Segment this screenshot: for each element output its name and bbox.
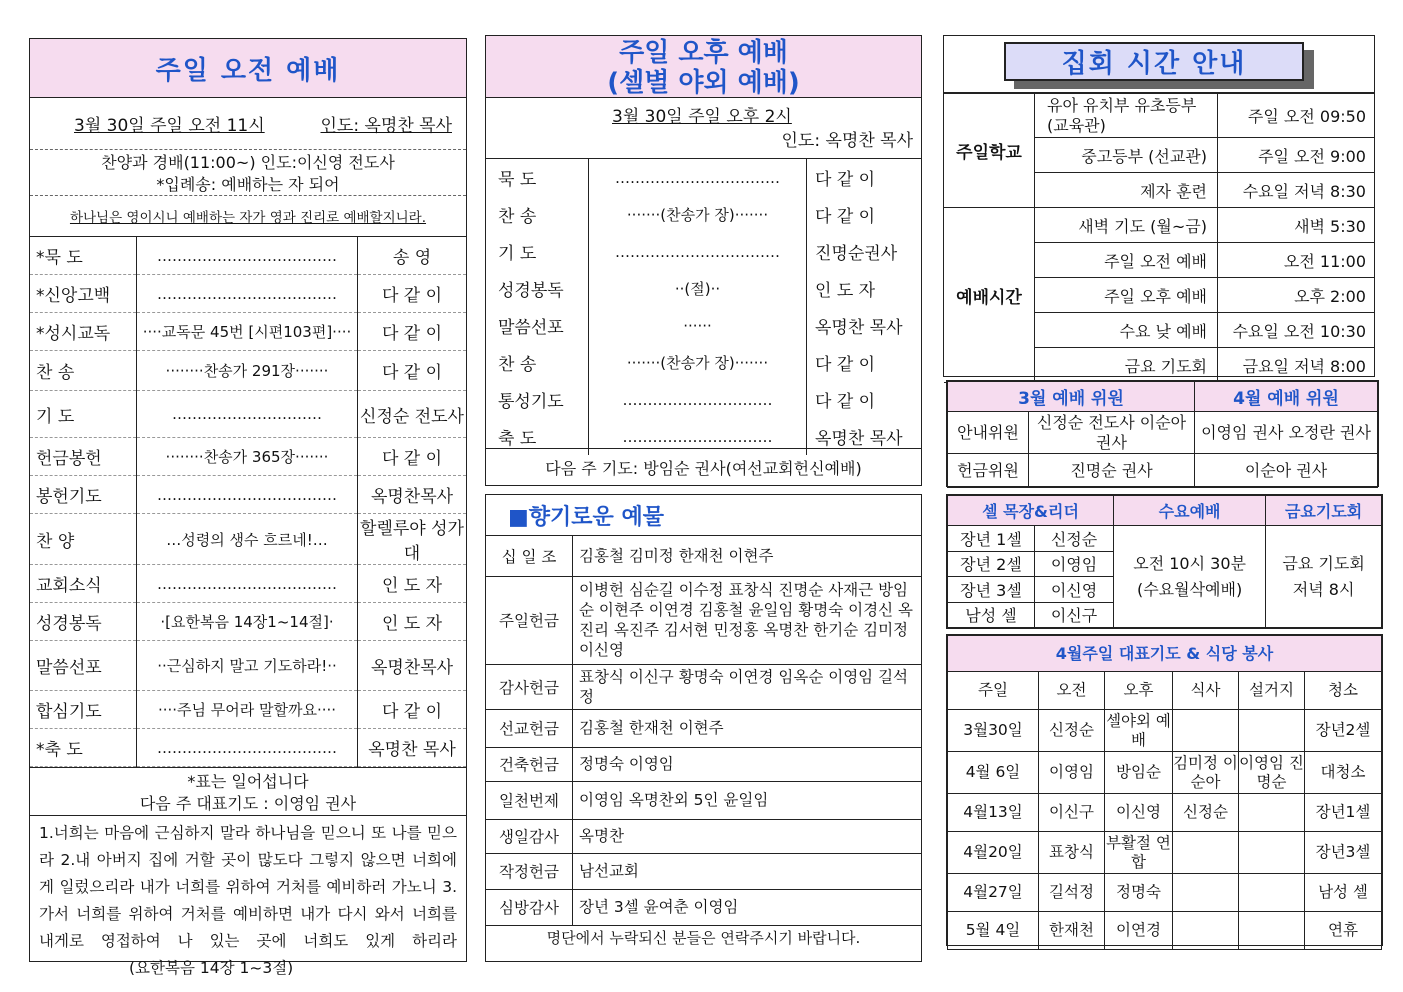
schedule-name: 유아 유치부 유초등부 (교육관) <box>1035 94 1218 138</box>
scripture-passage <box>30 816 466 986</box>
order-detail: ………………………… <box>589 418 807 455</box>
prayer-row <box>948 832 1382 874</box>
order-name: *신앙고백 <box>30 275 137 313</box>
schedule-time: 새벽 5:30 <box>1218 208 1375 243</box>
committee-march-header: 3월 예배 위원 <box>948 382 1195 412</box>
offering-names: 이영임 옥명찬외 5인 윤일임 <box>573 781 922 819</box>
prayer-cell: 한재천 <box>1039 912 1105 950</box>
prayer-cell: 3월30일 <box>948 710 1039 752</box>
cell-leader: 신정순 <box>1035 526 1114 552</box>
order-row <box>30 313 466 351</box>
prayer-row <box>948 794 1382 832</box>
prayer-header: 주일 <box>948 672 1039 710</box>
prayer-cell: 이연경 <box>1105 912 1173 950</box>
order-leader: 다 같 이 <box>358 691 467 729</box>
morning-order-table <box>30 237 466 767</box>
schedule-name: 제자 훈련 <box>1035 173 1218 208</box>
order-detail: ……………………………… <box>137 476 358 514</box>
friday-header: 금요기도회 <box>1266 496 1382 526</box>
prayer-cell: 이신구 <box>1039 794 1105 832</box>
prayer-cell: 대청소 <box>1305 752 1382 794</box>
schedule-panel <box>943 35 1375 377</box>
order-name: 교회소식 <box>30 565 137 603</box>
offering-row <box>486 889 921 925</box>
morning-praise-block <box>30 150 466 196</box>
order-name: 찬 양 <box>30 514 137 565</box>
prayer-cell: 신정순 <box>1039 710 1105 752</box>
prayer-cell <box>1239 794 1305 832</box>
cell-leader: 이영임 <box>1035 551 1114 577</box>
offering-names: 이병헌 심순길 이수정 표창식 진명순 사재근 방임순 이현주 이연경 김홍철 윤일임 황명숙 이경신 옥진리 옥진주 김서현 민정홍 옥명찬 한기순 김미정 이신영 <box>573 576 922 664</box>
morning-verse-text: 하나님은 영이시니 예배하는 자가 영과 진리로 예배할지니라. <box>69 210 427 226</box>
offering-row <box>486 853 921 889</box>
prayer-cell: 4월13일 <box>948 794 1039 832</box>
order-name: 합심기도 <box>30 691 137 729</box>
offering-row <box>486 819 921 853</box>
order-name: 찬 송 <box>498 207 537 227</box>
afternoon-dateline <box>486 98 921 159</box>
order-detail: ·[요한복음 14장1~14절]· <box>137 603 358 641</box>
cell-header: 셀 목장&리더 <box>948 496 1114 526</box>
prayer-cell: 신정순 <box>1173 794 1239 832</box>
committee-march: 신정순 전도사 이순아 권사 <box>1029 412 1195 454</box>
prayer-row <box>948 874 1382 912</box>
committee-april-header: 4월 예배 위원 <box>1195 382 1378 412</box>
schedule-name: 금요 기도회 <box>1035 348 1218 383</box>
cell-name: 장년 3셀 <box>948 577 1035 603</box>
order-name: *성시교독 <box>30 313 137 351</box>
schedule-name: 주일 오전 예배 <box>1035 243 1218 278</box>
prayer-cell: 정명숙 <box>1105 874 1173 912</box>
prayer-cell <box>1239 874 1305 912</box>
schedule-time: 오전 11:00 <box>1218 243 1375 278</box>
order-leader: 옥명찬 목사 <box>358 729 467 767</box>
stand-note: *표는 일어섭니다 <box>187 772 309 791</box>
order-leader: 송 영 <box>358 237 467 275</box>
order-detail: …성령의 생수 흐르네!… <box>137 514 358 565</box>
order-detail: ··(절)·· <box>589 270 807 307</box>
order-leader: 신정순 전도사 <box>358 391 467 438</box>
prayer-duty-panel <box>946 634 1383 946</box>
morning-entrance-song: *입례송: 예배하는 자 되어 <box>156 175 340 194</box>
order-row <box>486 196 921 233</box>
order-leader: 다 같 이 <box>358 351 467 391</box>
schedule-name: 새벽 기도 (월~금) <box>1035 208 1218 243</box>
offering-type: 일천번제 <box>486 781 573 819</box>
committee-row <box>948 454 1378 488</box>
order-row <box>30 476 466 514</box>
order-detail: ……………………………… <box>137 237 358 275</box>
cell-panel <box>946 494 1383 629</box>
order-name: 성경봉독 <box>498 281 564 301</box>
prayer-cell: 이신영 <box>1105 794 1173 832</box>
schedule-name: 중고등부 (선교관) <box>1035 138 1218 173</box>
order-row <box>486 233 921 270</box>
friday-info: 금요 기도회 저녁 8시 <box>1266 526 1382 628</box>
prayer-cell: 방임순 <box>1105 752 1173 794</box>
order-row <box>30 391 466 438</box>
order-detail: ………………………… <box>137 391 358 438</box>
wednesday-header: 수요예배 <box>1114 496 1266 526</box>
afternoon-title-line2: (셀별 야외 예배) <box>607 68 800 98</box>
prayer-cell <box>1173 832 1239 874</box>
morning-leader: 인도: 옥명찬 목사 <box>320 116 452 136</box>
morning-verse <box>30 196 466 237</box>
offering-row <box>486 781 921 819</box>
cell-table <box>947 495 1382 628</box>
offering-type: 생일감사 <box>486 819 573 853</box>
offering-table <box>486 536 921 926</box>
order-name: 기 도 <box>498 244 537 264</box>
schedule-row <box>944 208 1374 243</box>
order-leader: 진명순권사 <box>815 244 898 264</box>
order-name: 묵 도 <box>498 170 537 190</box>
prayer-cell <box>1239 832 1305 874</box>
prayer-cell: 4월 6일 <box>948 752 1039 794</box>
order-leader: 다 같 이 <box>815 355 876 375</box>
prayer-cell: 셀야외 예배 <box>1105 710 1173 752</box>
order-row <box>30 237 466 275</box>
offering-row <box>486 709 921 747</box>
offering-names: 표창식 이신구 황명숙 이연경 임옥순 이영임 길석정 <box>573 664 922 709</box>
offering-names: 정명숙 이영임 <box>573 747 922 781</box>
prayer-cell: 길석정 <box>1039 874 1105 912</box>
offering-names: 남선교회 <box>573 853 922 889</box>
order-detail: ……………………………… <box>137 275 358 313</box>
prayer-cell: 4월27일 <box>948 874 1039 912</box>
committee-april: 이순아 권사 <box>1195 454 1378 488</box>
morning-worship-panel <box>29 38 467 977</box>
order-leader: 인 도 자 <box>358 603 467 641</box>
offering-names: 장년 3셀 윤여춘 이영임 <box>573 889 922 925</box>
prayer-cell: 부활절 연합 <box>1105 832 1173 874</box>
committee-role: 안내위원 <box>948 412 1029 454</box>
order-name: 찬 송 <box>498 355 537 375</box>
committee-panel <box>946 380 1379 487</box>
prayer-cell: 4월20일 <box>948 832 1039 874</box>
prayer-cell <box>1173 710 1239 752</box>
offering-note: 명단에서 누락되신 분들은 연락주시기 바랍니다. <box>546 928 861 947</box>
schedule-time: 수요일 오전 10:30 <box>1218 313 1375 348</box>
order-leader: 다 같 이 <box>815 170 876 190</box>
order-name: 기 도 <box>30 391 137 438</box>
cell-name: 장년 1셀 <box>948 526 1035 552</box>
order-leader: 옥명찬목사 <box>358 641 467 691</box>
prayer-title-row <box>948 636 1382 672</box>
order-name: *축 도 <box>30 729 137 767</box>
offering-title: ■향기로운 예물 <box>486 495 921 536</box>
scripture-reference: (요한복음 14장 1~3절) <box>129 959 294 977</box>
sunday-school-label: 주일학교 <box>944 94 1035 208</box>
order-name: 말씀선포 <box>30 641 137 691</box>
morning-dateline <box>30 98 466 150</box>
prayer-cell: 남성 셀 <box>1305 874 1382 912</box>
prayer-duty-table <box>947 635 1382 950</box>
worship-time-label: 예배시간 <box>944 208 1035 383</box>
order-row <box>30 691 466 729</box>
offering-type: 건축헌금 <box>486 747 573 781</box>
order-detail: ………………………… <box>589 381 807 418</box>
afternoon-leader: 인도: 옥명찬 목사 <box>781 131 913 151</box>
order-detail: …………………………… <box>589 233 807 270</box>
order-detail: ……………………………… <box>137 729 358 767</box>
committee-april: 이영임 권사 오정란 권사 <box>1195 412 1378 454</box>
prayer-cell: 장년2셀 <box>1305 710 1382 752</box>
morning-title: 주일 오전 예배 <box>30 39 466 98</box>
order-name: 헌금봉헌 <box>30 438 137 476</box>
order-name: 성경봉독 <box>30 603 137 641</box>
offering-row <box>486 747 921 781</box>
order-row <box>30 641 466 691</box>
offering-type: 심방감사 <box>486 889 573 925</box>
order-name: 봉헌기도 <box>30 476 137 514</box>
order-name: 말씀선포 <box>498 318 564 338</box>
committee-role: 헌금위원 <box>948 454 1029 488</box>
prayer-header: 식사 <box>1173 672 1239 710</box>
order-leader: 다 같 이 <box>358 313 467 351</box>
prayer-header: 오후 <box>1105 672 1173 710</box>
schedule-name: 수요 낮 예배 <box>1035 313 1218 348</box>
order-name: *묵 도 <box>30 237 137 275</box>
order-detail: ··근심하지 말고 기도하라!·· <box>137 641 358 691</box>
cell-leader: 이신영 <box>1035 577 1114 603</box>
order-row <box>486 381 921 418</box>
schedule-row <box>944 94 1374 138</box>
order-detail: ·······(찬송가 장)······· <box>589 196 807 233</box>
order-row <box>486 270 921 307</box>
prayer-row <box>948 912 1382 950</box>
prayer-cell <box>1239 710 1305 752</box>
order-row <box>30 603 466 641</box>
order-leader: 할렐루야 성가대 <box>358 514 467 565</box>
order-name: 축 도 <box>498 429 537 449</box>
scripture-text: 1.너희는 마음에 근심하지 말라 하나님을 믿으니 또 나를 믿으라 2.내 아버지 집에 거할 곳이 많도다 그렇지 않으면 너희에게 일렀으리라 내가 너희를 위하여 거처를 예비하러 가노니 3.가서 너희를 위하여 거처를 예비하면 내가 다시 와서 너희를 내게로 영접하여 나 있는 곳에 너희도 있게 하리라 <box>39 824 457 950</box>
committee-row <box>948 412 1378 454</box>
order-detail: ····주님 무어라 말할까요···· <box>137 691 358 729</box>
morning-footer <box>30 767 466 816</box>
order-name: 찬 송 <box>30 351 137 391</box>
prayer-header: 청소 <box>1305 672 1382 710</box>
order-detail: ····교독문 45번 [시편103편]···· <box>137 313 358 351</box>
order-leader: 다 같 이 <box>815 392 876 412</box>
prayer-header: 설거지 <box>1239 672 1305 710</box>
order-detail: ·······(찬송가 장)······· <box>589 344 807 381</box>
prayer-cell: 김미정 이순아 <box>1173 752 1239 794</box>
schedule-time: 수요일 저녁 8:30 <box>1218 173 1375 208</box>
offering-type: 작정헌금 <box>486 853 573 889</box>
committee-march: 진명순 권사 <box>1029 454 1195 488</box>
afternoon-worship-panel <box>485 35 922 486</box>
order-row <box>30 438 466 476</box>
order-detail: ········찬송가 291장······· <box>137 351 358 391</box>
order-row <box>486 159 921 196</box>
order-leader: 옥명찬목사 <box>358 476 467 514</box>
offering-row <box>486 536 921 576</box>
offering-names: 김홍철 김미정 한재천 이현주 <box>573 536 922 576</box>
order-leader: 다 같 이 <box>358 275 467 313</box>
wednesday-info: 오전 10시 30분 (수요월삭예배) <box>1114 526 1266 628</box>
afternoon-order-table <box>486 159 921 455</box>
offering-row <box>486 664 921 709</box>
afternoon-title <box>486 36 921 98</box>
cell-name: 장년 2셀 <box>948 551 1035 577</box>
prayer-cell: 장년1셀 <box>1305 794 1382 832</box>
prayer-cell: 표창식 <box>1039 832 1105 874</box>
prayer-cell: 5월 4일 <box>948 912 1039 950</box>
cell-row <box>948 526 1382 552</box>
offering-names: 옥명찬 <box>573 819 922 853</box>
offering-row <box>486 576 921 664</box>
prayer-title: 4월주일 대표기도 & 식당 봉사 <box>948 636 1382 672</box>
cell-leader: 이신구 <box>1035 602 1114 628</box>
order-row <box>30 351 466 391</box>
schedule-header <box>944 36 1374 93</box>
prayer-cell <box>1173 912 1239 950</box>
prayer-cell: 장년3셀 <box>1305 832 1382 874</box>
order-row <box>30 514 466 565</box>
order-leader: 다 같 이 <box>815 207 876 227</box>
offering-type: 주일헌금 <box>486 576 573 664</box>
schedule-time: 주일 오전 09:50 <box>1218 94 1375 138</box>
prayer-row <box>948 752 1382 794</box>
order-row <box>30 565 466 603</box>
order-detail: ······ <box>589 307 807 344</box>
cell-header-row <box>948 496 1382 526</box>
order-detail: …………………………… <box>589 159 807 196</box>
prayer-cell <box>1173 874 1239 912</box>
afternoon-next-prayer: 다음 주 기도: 방임순 권사(여선교회헌신예배) <box>486 448 921 485</box>
prayer-cell: 연휴 <box>1305 912 1382 950</box>
offering-type: 선교헌금 <box>486 709 573 747</box>
prayer-cell <box>1239 912 1305 950</box>
offering-type: 감사헌금 <box>486 664 573 709</box>
order-leader: 인 도 자 <box>815 281 876 301</box>
morning-date: 3월 30일 주일 오전 11시 <box>74 116 265 136</box>
order-name: 통성기도 <box>498 392 564 412</box>
offering-names: 김홍철 한재천 이현주 <box>573 709 922 747</box>
order-detail: ……………………………… <box>137 565 358 603</box>
order-row <box>486 344 921 381</box>
order-detail: ········찬송가 365장······· <box>137 438 358 476</box>
afternoon-date: 3월 30일 주일 오후 2시 <box>612 107 792 127</box>
morning-praise: 찬양과 경배(11:00~) 인도:이신영 전도사 <box>101 153 395 172</box>
order-leader: 인 도 자 <box>358 565 467 603</box>
schedule-name: 주일 오후 예배 <box>1035 278 1218 313</box>
next-prayer: 다음 주 대표기도 : 이영임 권사 <box>139 794 357 813</box>
cell-name: 남성 셀 <box>948 602 1035 628</box>
committee-table <box>947 381 1378 488</box>
order-leader: 옥명찬 목사 <box>815 429 903 449</box>
schedule-title: 집회 시간 안내 <box>1004 42 1304 81</box>
prayer-header-row <box>948 672 1382 710</box>
prayer-cell: 이영임 <box>1039 752 1105 794</box>
prayer-row <box>948 710 1382 752</box>
schedule-table <box>944 93 1374 383</box>
offering-panel <box>485 494 922 962</box>
order-leader: 옥명찬 목사 <box>815 318 903 338</box>
afternoon-title-line1: 주일 오후 예배 <box>619 38 788 68</box>
offering-type: 십 일 조 <box>486 536 573 576</box>
order-leader: 다 같 이 <box>358 438 467 476</box>
schedule-time: 오후 2:00 <box>1218 278 1375 313</box>
schedule-time: 금요일 저녁 8:00 <box>1218 348 1375 383</box>
prayer-cell: 이영임 진명순 <box>1239 752 1305 794</box>
schedule-time: 주일 오전 9:00 <box>1218 138 1375 173</box>
order-row <box>30 729 466 767</box>
order-row <box>486 307 921 344</box>
order-row <box>30 275 466 313</box>
prayer-header: 오전 <box>1039 672 1105 710</box>
